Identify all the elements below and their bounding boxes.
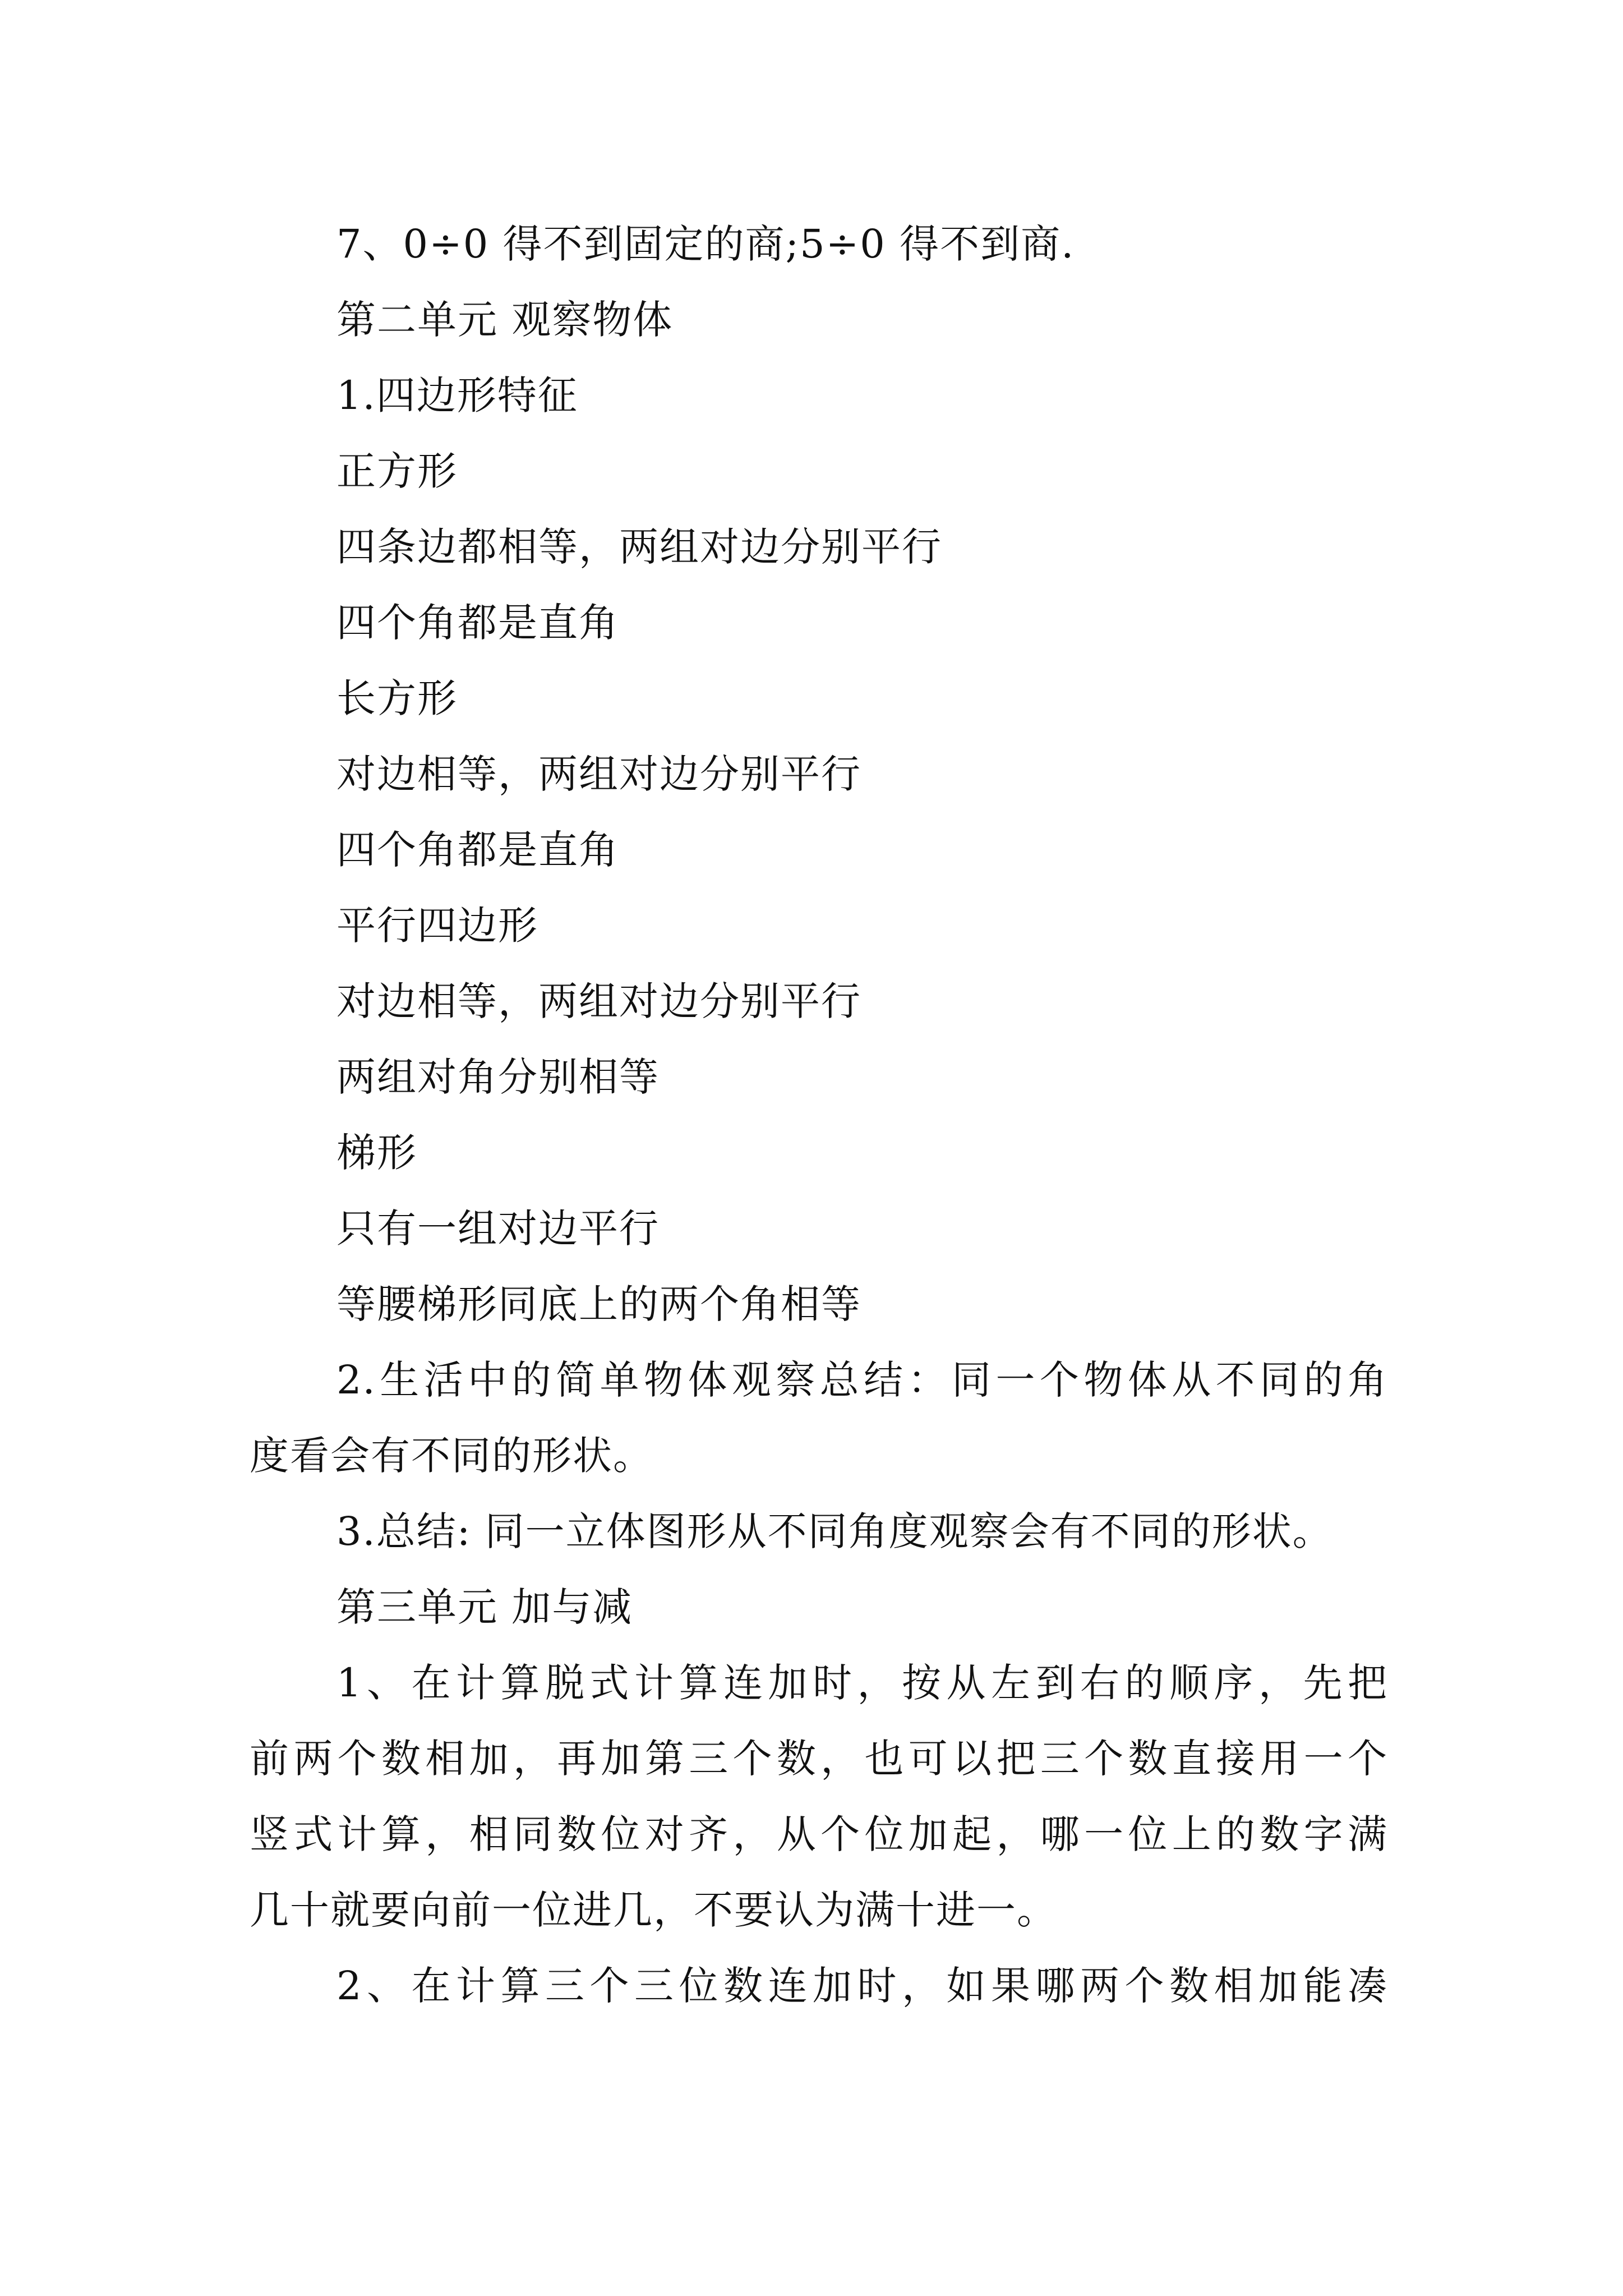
text-line: 2.生活中的简单物体观察总结：同一个物体从不同的角 [336,1357,1388,1403]
text-line: 四条边都相等，两组对边分别平行 [336,524,942,570]
text-line: 平行四边形 [336,903,538,949]
text-line: 长方形 [336,675,458,721]
text-line: 四个角都是直角 [336,600,619,646]
text-line: 对边相等，两组对边分别平行 [336,751,861,797]
text-line: 只有一组对边平行 [336,1205,660,1251]
section-heading: 第二单元 观察物体 [336,297,674,343]
text-line: 几十就要向前一位进几，不要认为满十进一。 [250,1887,1057,1933]
text-line: 2、在计算三个三位数连加时，如果哪两个数相加能凑 [336,1963,1388,2009]
text-line: 度看会有不同的形状。 [250,1433,653,1479]
text-line: 两组对角分别相等 [336,1054,660,1100]
text-line: 竖式计算，相同数位对齐，从个位加起，哪一位上的数字满 [250,1811,1388,1857]
text-line: 1、在计算脱式计算连加时，按从左到右的顺序，先把 [336,1660,1388,1706]
text-line: 1.四边形特征 [336,372,578,418]
text-line: 3.总结: 同一立体图形从不同角度观察会有不同的形状。 [336,1508,1333,1554]
text-line: 前两个数相加，再加第三个数，也可以把三个数直接用一个 [250,1736,1388,1782]
text-line: 等腰梯形同底上的两个角相等 [336,1281,861,1327]
section-heading: 第三单元 加与减 [336,1584,633,1630]
text-line: 梯形 [336,1130,417,1176]
text-line: 对边相等，两组对边分别平行 [336,978,861,1024]
text-line: 正方形 [336,448,458,494]
text-line: 7、0÷0 得不到固定的商;5÷0 得不到商. [336,221,1075,267]
text-line: 四个角都是直角 [336,827,619,873]
